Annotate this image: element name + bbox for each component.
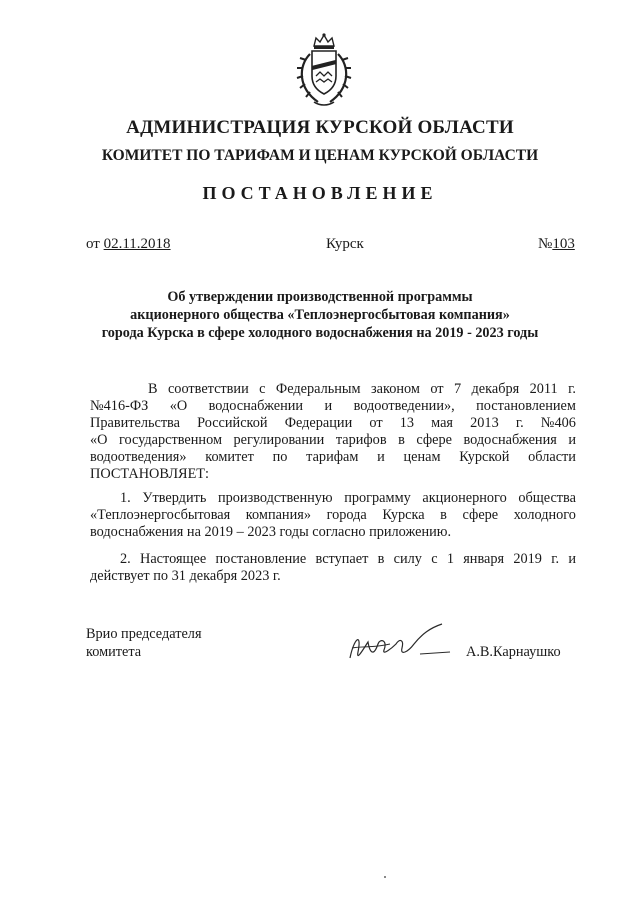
committee-title: КОМИТЕТ ПО ТАРИФАМ И ЦЕНАМ КУРСКОЙ ОБЛАСТИ [101, 147, 539, 164]
word: программу [344, 490, 411, 506]
word: Правительства [90, 415, 180, 431]
item-2-paragraph [90, 551, 576, 585]
word: Федеральным [275, 381, 361, 397]
word: постановлением [476, 398, 576, 414]
word: с [259, 381, 266, 397]
word: холодного [513, 507, 576, 523]
word: государственном [118, 432, 223, 448]
word: и [324, 398, 333, 414]
preamble-paragraph [90, 381, 576, 483]
word: соответствии [167, 381, 249, 397]
word: №406 [540, 415, 576, 431]
word: №416-ФЗ [90, 398, 149, 414]
document-city: Курск [326, 236, 364, 252]
word: производственную [217, 490, 333, 506]
word: в [398, 432, 405, 448]
item-2-last-line: действует по 31 декабря 2023 г. [90, 568, 281, 584]
word: водоотведении», [353, 398, 455, 414]
word: 2. [120, 551, 131, 567]
word: «О [90, 432, 108, 448]
position-line: Врио председателя [86, 626, 202, 642]
word: 2019 [513, 551, 542, 567]
word: Утвердить [142, 490, 207, 506]
word: 2013 [470, 415, 499, 431]
word: 1 [446, 551, 454, 567]
word: Курской [459, 449, 510, 465]
word: 7 [453, 381, 462, 397]
word: Федерации [284, 415, 353, 431]
word: сфере [462, 507, 499, 523]
word: города [326, 507, 367, 523]
word: от [430, 381, 444, 397]
word: с [431, 551, 438, 567]
word: области [528, 449, 576, 465]
word: В [148, 381, 158, 397]
word: акционерного [422, 490, 507, 506]
word: «Теплоэнергосбытовая [90, 507, 231, 523]
word: и [568, 432, 576, 448]
item-1-last-line: водоснабжения на 2019 – 2023 годы согласно приложению. [90, 524, 452, 540]
word: от [369, 415, 383, 431]
position-line: комитета [86, 644, 142, 660]
justified-line [90, 551, 576, 568]
number-prefix: № [538, 236, 553, 252]
word: января [463, 551, 505, 567]
word: регулировании [233, 432, 325, 448]
date-value: 02.11.2018 [103, 236, 171, 252]
justified-line [90, 398, 576, 415]
signatory-position [86, 625, 202, 661]
subject-line: Об утверждении производственной программы [167, 289, 473, 305]
justified-line [90, 415, 576, 432]
word: тарифов [335, 432, 387, 448]
word: г. [568, 381, 576, 397]
justified-line [90, 507, 576, 524]
word: 2011 [529, 381, 558, 397]
word: тарифам [306, 449, 359, 465]
word: и [568, 551, 576, 567]
word: по [272, 449, 288, 465]
word: мая [431, 415, 453, 431]
subject-line: города Курска в сфере холодного водоснабжения на 2019 - 2023 годы [101, 325, 539, 341]
coat-of-arms-emblem [292, 32, 356, 108]
justified-line [90, 381, 576, 398]
word: декабря [471, 381, 520, 397]
document-type-title: ПОСТАНОВЛЕНИЕ [202, 183, 438, 203]
word: вступает [315, 551, 369, 567]
organization-title: АДМИНИСТРАЦИЯ КУРСКОЙ ОБЛАСТИ [126, 117, 514, 138]
word: силу [393, 551, 422, 567]
word: 1. [120, 490, 131, 506]
justified-line [90, 490, 576, 507]
signatory-name: А.В.Карнаушко [466, 644, 561, 660]
word: 13 [399, 415, 414, 431]
word: г. [515, 415, 524, 431]
item-1-paragraph [90, 490, 576, 541]
word: компания» [245, 507, 311, 523]
word: «О [169, 398, 188, 414]
word: ценам [403, 449, 441, 465]
word: Курска [382, 507, 425, 523]
word: и [377, 449, 385, 465]
document-number [538, 236, 575, 253]
word: Настоящее [140, 551, 207, 567]
handwritten-signature [344, 618, 454, 668]
scan-mark [384, 876, 386, 878]
word: водоснабжении [208, 398, 304, 414]
date-prefix: от [86, 236, 104, 252]
document-date [86, 236, 171, 253]
document-subject [60, 288, 580, 342]
word: г. [551, 551, 560, 567]
word: законом [370, 381, 420, 397]
word: в [440, 507, 447, 523]
word: комитет [205, 449, 254, 465]
word: водоснабжения [463, 432, 557, 448]
word: общества [518, 490, 576, 506]
preamble-last-line: ПОСТАНОВЛЯЕТ: [90, 466, 210, 482]
word: Российской [197, 415, 268, 431]
word: постановление [215, 551, 307, 567]
number-value: 103 [552, 236, 575, 252]
word: сфере [416, 432, 452, 448]
word: в [377, 551, 385, 567]
justified-line [90, 432, 576, 449]
justified-line [90, 449, 576, 466]
subject-line: акционерного общества «Теплоэнергосбытовая компания» [130, 307, 510, 323]
word: водоотведения» [90, 449, 187, 465]
